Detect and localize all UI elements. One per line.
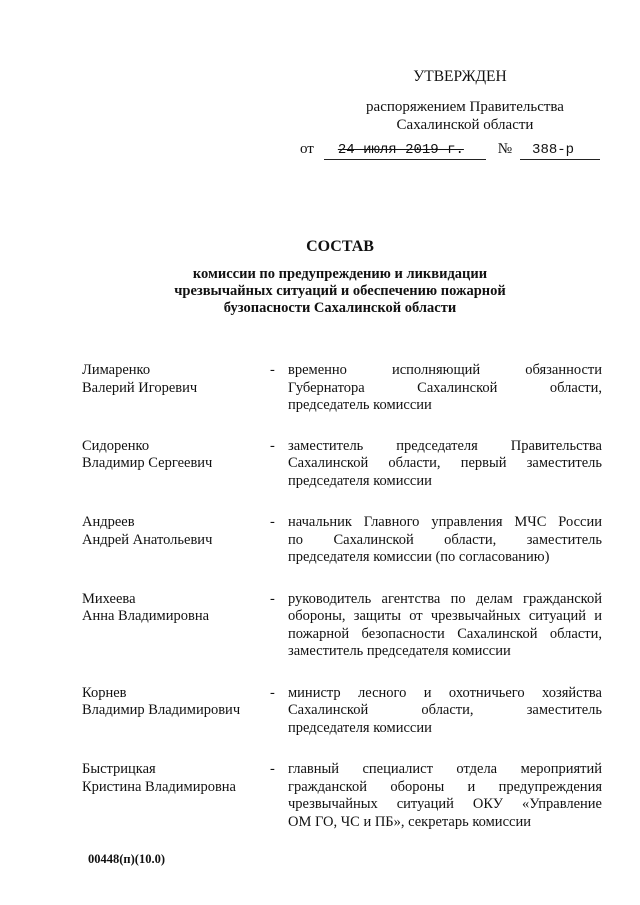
member-role [288, 438, 602, 491]
member-role-line: председателя комиссии (по согласованию) [288, 549, 550, 565]
footer-code: 00448(п)(10.0) [88, 852, 165, 866]
member-dash: - [270, 684, 275, 701]
approval-block [300, 68, 600, 160]
heading-line-3: бузопасности Сахалинской области [223, 300, 457, 316]
number-label: № [497, 141, 513, 157]
member-role [288, 761, 602, 831]
member-role-line: пожарной безопасности Сахалинской области, [288, 625, 602, 642]
member-role [288, 514, 602, 567]
member-given-names: Анна Владимировна [82, 608, 210, 624]
heading-line-1: комиссии по предупреждению и ликвидации [192, 266, 488, 282]
members-list [82, 362, 602, 831]
member-row [82, 761, 602, 831]
member-dash: - [270, 437, 275, 454]
member-role-line: временно исполняющий обязанности [288, 362, 602, 378]
member-surname: Корнев [82, 684, 127, 701]
member-role-line: председателя комиссии [288, 472, 432, 489]
member-dash: - [270, 514, 275, 530]
member-surname: Андреев [82, 514, 135, 530]
member-row [82, 591, 602, 661]
member-name [82, 438, 270, 491]
member-role-line: главный специалист отдела мероприятий [288, 761, 602, 777]
member-name [82, 591, 270, 661]
member-given-names: Владимир Владимирович [82, 702, 241, 718]
member-role-line: председателя комиссии [288, 719, 432, 736]
heading-title: СОСТАВ [306, 238, 374, 255]
member-row [82, 514, 602, 567]
member-name [82, 362, 270, 415]
member-given-names: Кристина Владимировна [82, 778, 236, 795]
member-role-line: ОМ ГО, ЧС и ПБ», секретарь комиссии [288, 813, 531, 830]
member-row [82, 438, 602, 491]
member-role-line: заместитель председателя комиссии [288, 643, 511, 659]
date-value: 24 июля 2019 г. [324, 141, 486, 160]
member-role-line: по Сахалинской области, заместитель [288, 531, 602, 548]
member-dash: - [270, 761, 275, 777]
member-role-line: министр лесного и охотничьего хозяйства [288, 684, 602, 701]
member-row [82, 362, 602, 415]
order-reference [300, 140, 600, 160]
member-surname: Лимаренко [82, 362, 151, 378]
member-role [288, 685, 602, 738]
approval-line-2: Сахалинской области [396, 117, 534, 133]
member-surname: Михеева [82, 590, 136, 607]
member-role-line: начальник Главного управления МЧС России [288, 514, 602, 530]
number-value: 388-р [520, 141, 600, 160]
heading-line-2: чрезвычайных ситуаций и обеспечению пожарной [174, 283, 506, 299]
member-role [288, 591, 602, 661]
approval-title: УТВЕРЖДЕН [413, 68, 507, 85]
member-dash: - [270, 590, 275, 607]
member-role-line: Сахалинской области, заместитель [288, 702, 602, 718]
member-role-line: чрезвычайных ситуаций ОКУ «Управление [288, 796, 602, 812]
member-role-line: обороны, защиты от чрезвычайных ситуаций и [288, 608, 602, 624]
approval-line-1: распоряжением Правительства [366, 99, 564, 115]
member-role-line: председатель комиссии [288, 397, 432, 413]
member-dash: - [270, 362, 275, 378]
member-row [82, 685, 602, 738]
member-role-line: Сахалинской области, первый заместитель [288, 455, 602, 471]
member-role-line: заместитель председателя Правительства [288, 437, 602, 454]
member-role-line: гражданской обороны и предупреждения [288, 778, 602, 795]
member-name [82, 685, 270, 738]
document-heading [90, 238, 590, 317]
member-name [82, 514, 270, 567]
member-given-names: Андрей Анатольевич [82, 531, 213, 548]
member-name [82, 761, 270, 831]
member-given-names: Валерий Игоревич [82, 379, 198, 396]
member-role [288, 362, 602, 415]
date-label: от [300, 141, 314, 157]
member-role-line: руководитель агентства по делам гражданской [288, 590, 602, 607]
member-role-line: Губернатора Сахалинской области, [288, 379, 602, 396]
member-given-names: Владимир Сергеевич [82, 455, 213, 471]
member-surname: Сидоренко [82, 437, 150, 454]
member-surname: Быстрицкая [82, 761, 156, 777]
